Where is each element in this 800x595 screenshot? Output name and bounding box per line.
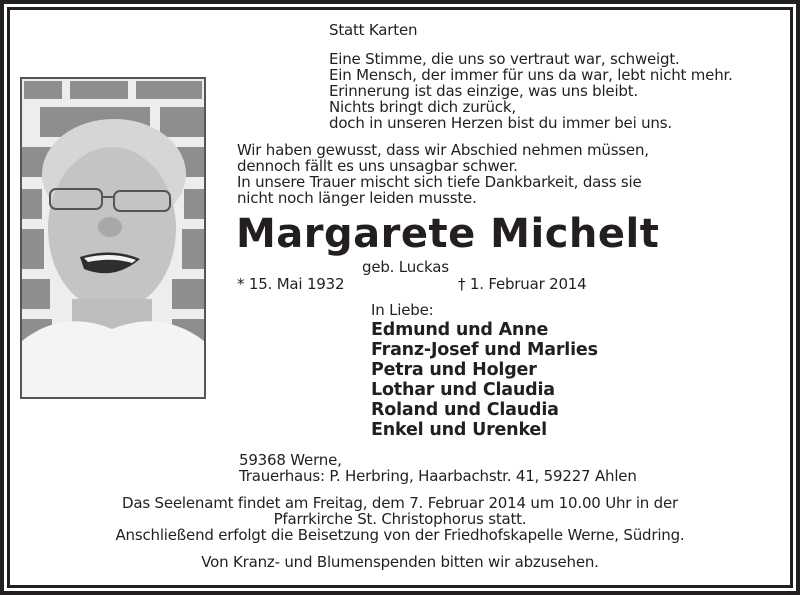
maiden-name: geb. Luckas [362, 258, 449, 276]
intro-line: In unsere Trauer mischt sich tiefe Dankbarkeit, dass sie [237, 173, 642, 191]
mourner-name: Lothar und Claudia [371, 380, 555, 400]
poem-line: doch in unseren Herzen bist du immer bei uns. [329, 114, 672, 132]
poem-line: Erinnerung ist das einzige, was uns bleibt. [329, 82, 638, 100]
service-line: Das Seelenamt findet am Freitag, dem 7. Februar 2014 um 10.00 Uhr in der [122, 494, 678, 512]
address-line: Trauerhaus: P. Herbring, Haarbachstr. 41, 59227 Ahlen [239, 467, 637, 485]
death-date: † 1. Februar 2014 [458, 275, 587, 293]
mourners-label: In Liebe: [371, 301, 434, 319]
mourner-name: Petra und Holger [371, 360, 537, 380]
mourner-name: Enkel und Urenkel [371, 420, 547, 440]
deceased-name: Margarete Michelt [236, 211, 660, 257]
intro-line: nicht noch länger leiden musste. [237, 189, 477, 207]
closing-note: Von Kranz- und Blumenspenden bitten wir abzusehen. [201, 553, 599, 571]
portrait-image [22, 79, 204, 397]
portrait-photo [20, 77, 206, 399]
service-line: Pfarrkirche St. Christophorus statt. [273, 510, 527, 528]
poem-line: Eine Stimme, die uns so vertraut war, schweigt. [329, 50, 680, 68]
mourner-name: Edmund und Anne [371, 320, 549, 340]
intro-line: dennoch fällt es uns unsagbar schwer. [237, 157, 518, 175]
service-line: Anschließend erfolgt die Beisetzung von der Friedhofskapelle Werne, Südring. [115, 526, 685, 544]
intro-line: Wir haben gewusst, dass wir Abschied nehmen müssen, [237, 141, 649, 159]
address-line: 59368 Werne, [239, 451, 342, 469]
poem-line: Ein Mensch, der immer für uns da war, lebt nicht mehr. [329, 66, 733, 84]
birth-date: * 15. Mai 1932 [237, 275, 345, 293]
mourner-name: Franz-Josef und Marlies [371, 340, 598, 360]
mourner-name: Roland und Claudia [371, 400, 559, 420]
header-statt-karten: Statt Karten [329, 21, 418, 39]
poem-line: Nichts bringt dich zurück, [329, 98, 516, 116]
